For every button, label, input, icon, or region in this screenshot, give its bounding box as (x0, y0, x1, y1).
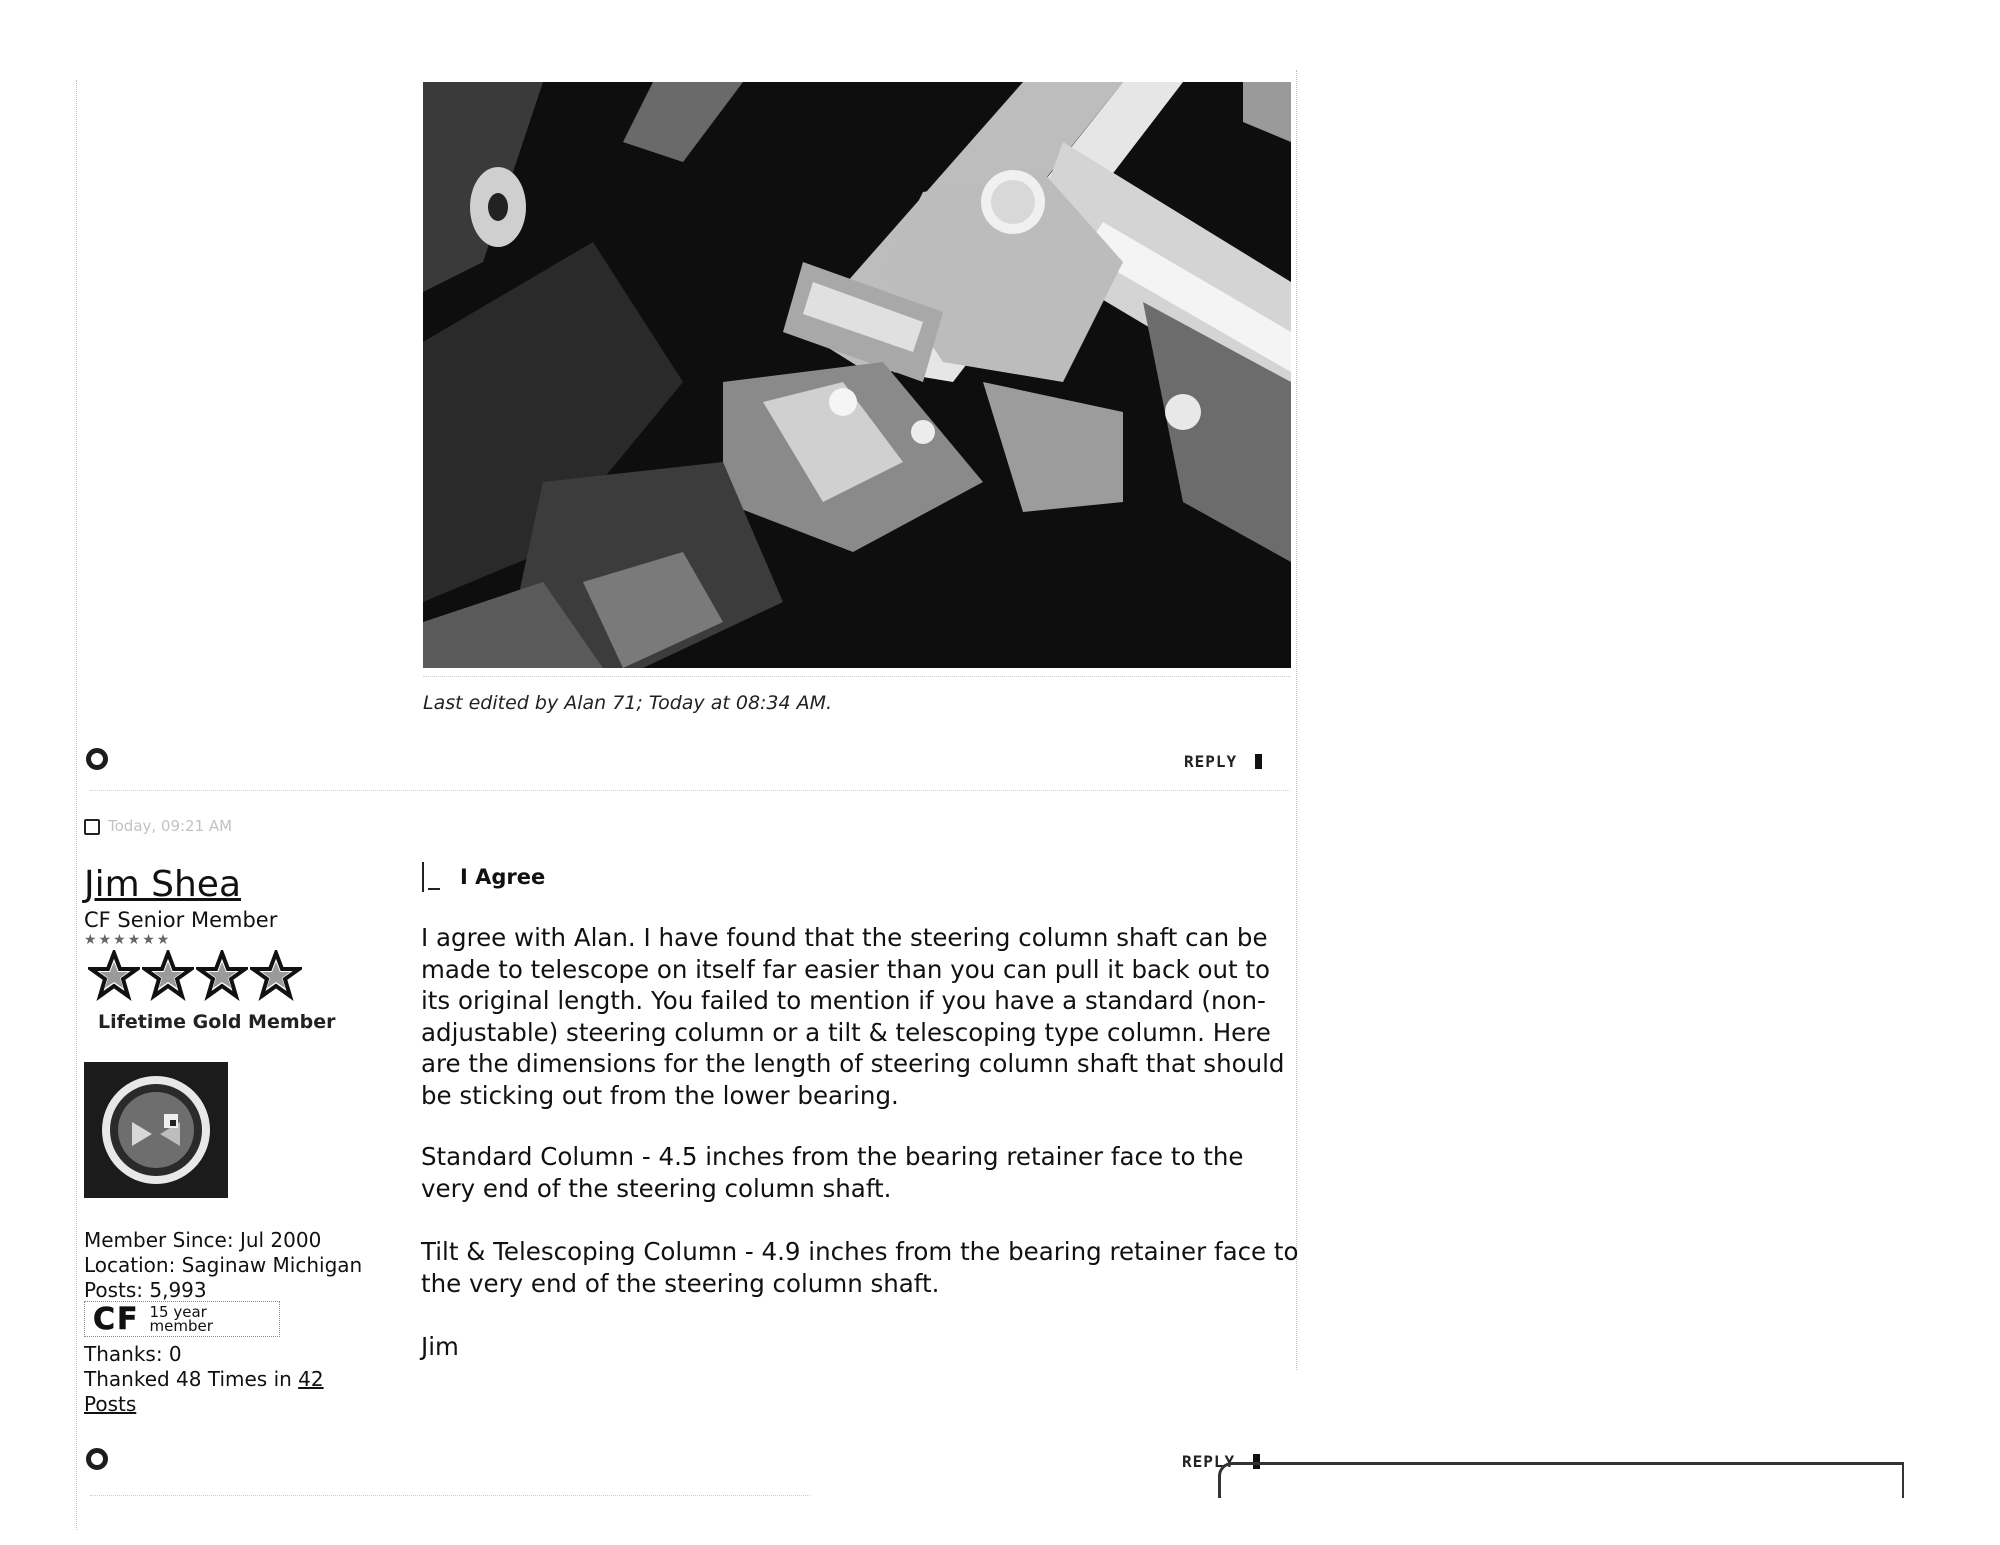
thanked-line-2 (84, 1392, 136, 1416)
reply-button[interactable] (1184, 752, 1262, 771)
username-link[interactable]: Jim Shea (84, 864, 242, 905)
left-margin-dots (76, 80, 77, 1530)
post-signature: Jim (421, 1332, 459, 1361)
corvette-emblem-icon (84, 1062, 228, 1198)
star-icon (196, 950, 248, 1002)
post-image (423, 82, 1291, 668)
user-rank: CF Senior Member (84, 908, 278, 932)
membership-stars (88, 950, 302, 1002)
post-paragraph: I agree with Alan. I have found that the steering column shaft can be made to telescope on itself far easier than you can pull it back out to its original length. You failed to mention if you have a standard (non-adjustable) steering column or a tilt & telescoping type column. Here are the dimensions for the length of steering column shaft that should be sticking out from the lower bearing. (421, 923, 1285, 1110)
photo-bottom-dots (423, 676, 1291, 677)
star-icon (142, 950, 194, 1002)
post-paragraph: Tilt & Telescoping Column - 4.9 inches from the bearing retainer face to the very end of the steering column shaft. (421, 1237, 1299, 1298)
rank-stars: ★★★★★★ (84, 932, 172, 948)
last-edited-note: Last edited by Alan 71; Today at 08:34 AM. (423, 692, 833, 714)
post-paragraph: Standard Column - 4.5 inches from the bearing retainer face to the very end of the steering column shaft. (421, 1142, 1244, 1203)
badge-years: 15 year member (149, 1303, 213, 1335)
bookmark-icon[interactable] (1255, 754, 1262, 769)
post-separator-1 (90, 790, 1290, 791)
years-member-badge (84, 1301, 280, 1337)
post-separator-2 (90, 1495, 810, 1496)
star-icon (250, 950, 302, 1002)
thanked-posts-link-2[interactable]: Posts (84, 1392, 137, 1416)
membership-label: Lifetime Gold Member (98, 1011, 336, 1033)
post-status-icon (86, 1448, 108, 1470)
post-status-icon (86, 748, 108, 770)
post-title-row (422, 862, 545, 892)
post-icon (422, 862, 446, 892)
thanked-posts-link[interactable]: 42 (298, 1367, 324, 1391)
star-icon (88, 950, 140, 1002)
post-title: I Agree (460, 865, 546, 889)
reply-box-frame (1218, 1462, 1904, 1498)
reply-label: REPLY (1182, 1452, 1236, 1471)
user-location: Location: Saginaw Michigan (84, 1253, 363, 1277)
badge-cf: CF (93, 1301, 140, 1337)
post-date: Today, 09:21 AM (108, 817, 233, 835)
avatar[interactable] (84, 1062, 228, 1198)
thanks-count: Thanks: 0 (84, 1342, 182, 1366)
thanked-line: Thanked 48 Times in 42 (84, 1367, 324, 1391)
member-since: Member Since: Jul 2000 (84, 1228, 322, 1252)
steering-shaft-photo (423, 82, 1291, 668)
post-count: Posts: 5,993 (84, 1278, 207, 1302)
reply-label: REPLY (1184, 752, 1238, 771)
select-post-checkbox[interactable] (84, 819, 100, 835)
